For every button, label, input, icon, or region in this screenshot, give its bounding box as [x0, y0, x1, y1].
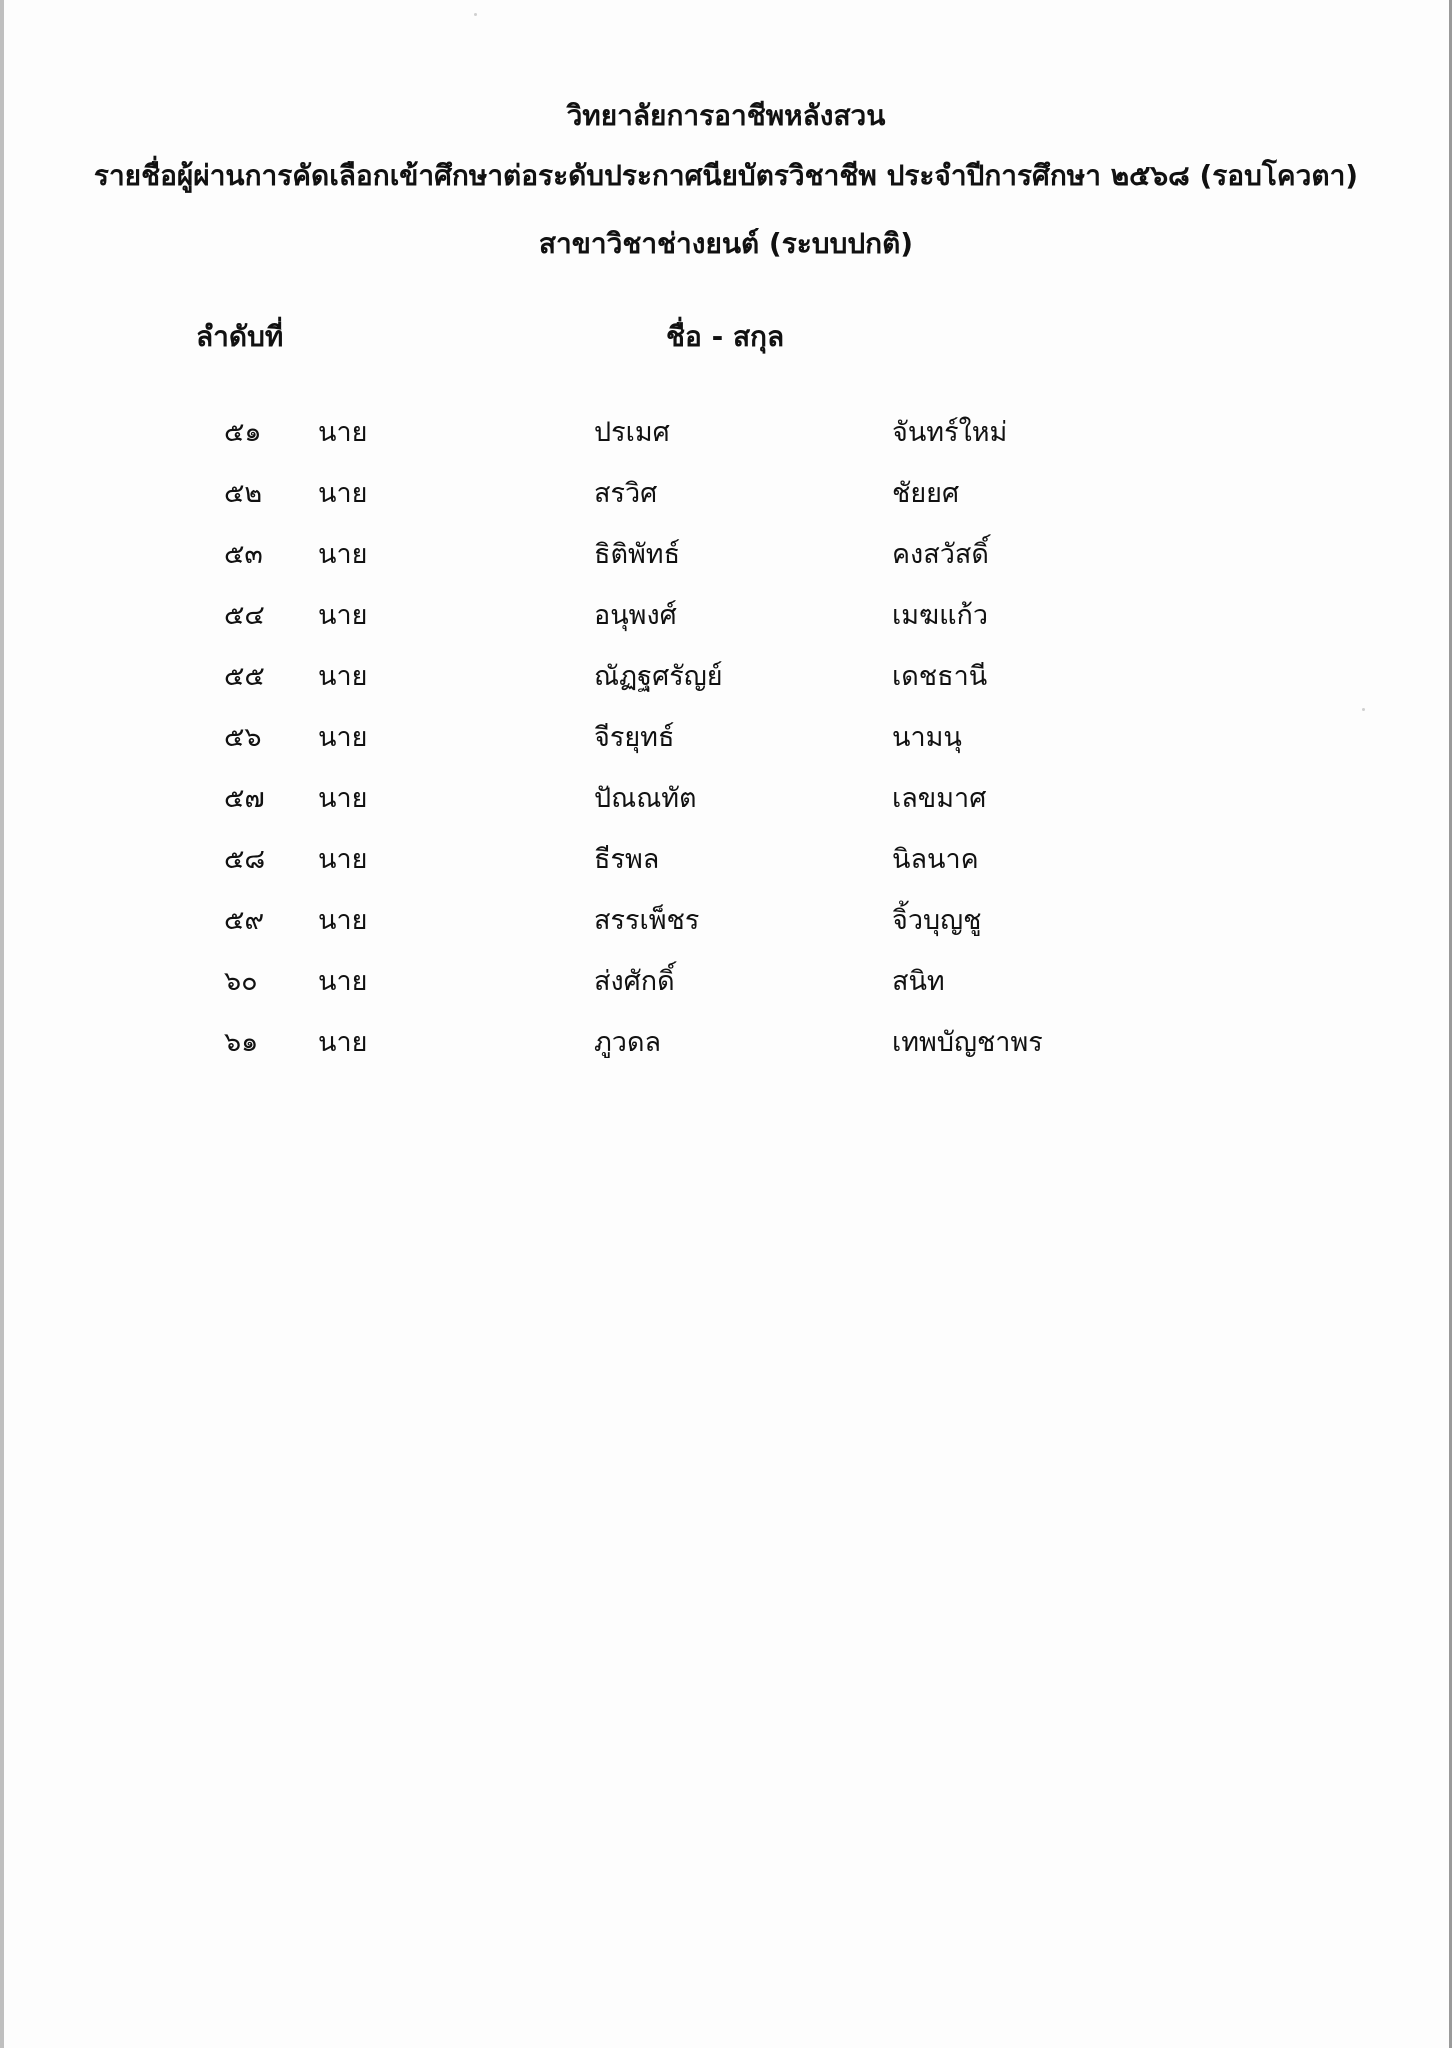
student-title: นาย	[318, 905, 368, 936]
student-number: ๕๓	[224, 539, 263, 570]
student-row	[0, 837, 1452, 898]
student-first-name: ปัณณทัต	[594, 783, 697, 814]
student-number: ๖๑	[224, 1027, 259, 1058]
student-last-name: เลขมาศ	[892, 783, 987, 814]
student-last-name: คงสวัสดิ์	[892, 539, 989, 570]
student-title: นาย	[318, 844, 368, 875]
student-first-name: ธิติพัทธ์	[594, 539, 681, 570]
student-row	[0, 776, 1452, 837]
name-column-header: ชื่อ - สกุล	[666, 320, 785, 353]
student-last-name: เดชธานี	[892, 661, 988, 692]
student-row	[0, 715, 1452, 776]
student-number: ๕๕	[224, 661, 265, 692]
student-title: นาย	[318, 539, 368, 570]
student-first-name: ภูวดล	[594, 1027, 662, 1058]
student-title: นาย	[318, 783, 368, 814]
student-list	[0, 410, 1452, 1081]
student-title: นาย	[318, 966, 368, 997]
student-row	[0, 532, 1452, 593]
student-first-name: ณัฏฐศรัญย์	[594, 661, 723, 692]
student-first-name: ธีรพล	[594, 844, 660, 875]
student-row	[0, 593, 1452, 654]
student-title: นาย	[318, 600, 368, 631]
order-column-header: ลำดับที่	[196, 320, 284, 353]
student-number: ๕๘	[224, 844, 266, 875]
student-row	[0, 410, 1452, 471]
institution-title: วิทยาลัยการอาชีพหลังสวน	[566, 99, 886, 132]
student-row	[0, 654, 1452, 715]
student-first-name: ปรเมศ	[594, 417, 670, 448]
student-first-name: สรวิศ	[594, 478, 658, 509]
student-number: ๕๖	[224, 722, 262, 753]
student-title: นาย	[318, 478, 368, 509]
department-title: สาขาวิชาช่างยนต์ (ระบบปกติ)	[538, 227, 914, 260]
student-row	[0, 898, 1452, 959]
student-last-name: นามนุ	[892, 722, 962, 753]
student-row	[0, 471, 1452, 532]
student-last-name: เทพบัญชาพร	[892, 1027, 1043, 1058]
student-title: นาย	[318, 417, 368, 448]
student-first-name: ส่งศักดิ์	[594, 966, 675, 997]
student-number: ๕๑	[224, 417, 262, 448]
announcement-title: รายชื่อผู้ผ่านการคัดเลือกเข้าศึกษาต่อระดับประกาศนียบัตรวิชาชีพ ประจำปีการศึกษา ๒๕๖๘ (รอบโควตา)	[93, 159, 1359, 192]
student-last-name: จิ้วบุญชู	[892, 905, 982, 936]
student-title: นาย	[318, 722, 368, 753]
student-last-name: จันทร์ใหม่	[892, 417, 1008, 448]
student-row	[0, 959, 1452, 1020]
student-last-name: ชัยยศ	[892, 478, 960, 509]
student-first-name: จีรยุทธ์	[594, 722, 675, 753]
student-number: ๕๗	[224, 783, 265, 814]
student-number: ๖๐	[224, 966, 258, 997]
student-last-name: นิลนาค	[892, 844, 979, 875]
student-last-name: สนิท	[892, 966, 945, 997]
scan-speck	[474, 13, 477, 16]
student-row	[0, 1020, 1452, 1081]
student-last-name: เมฆแก้ว	[892, 600, 988, 631]
student-title: นาย	[318, 661, 368, 692]
student-number: ๕๔	[224, 600, 265, 631]
student-title: นาย	[318, 1027, 368, 1058]
student-first-name: อนุพงศ์	[594, 600, 677, 631]
student-number: ๕๒	[224, 478, 263, 509]
student-number: ๕๙	[224, 905, 265, 936]
student-first-name: สรรเพ็ชร	[594, 905, 700, 936]
